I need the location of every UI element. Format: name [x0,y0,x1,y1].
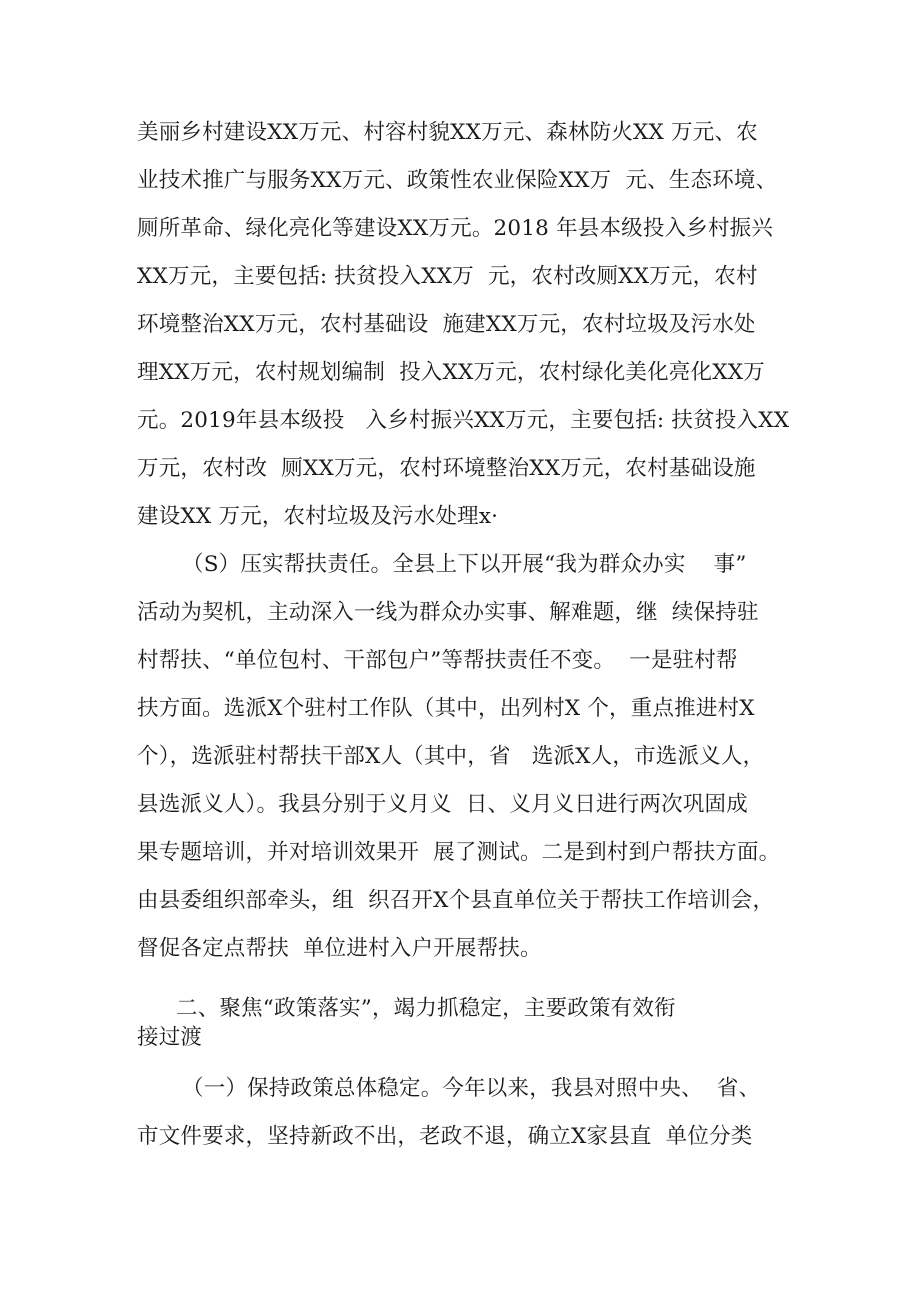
text-line: 活动为契机，主动深入一线为群众办实事、解难题，继 续保持驻 [137,600,759,625]
text-line: 督促各定点帮扶 单位进村入户开展帮扶。 [137,936,542,961]
text-line: XX万元，主要包括: 扶贫投入XX万 元，农村改厕XX万元，农村 [137,264,758,289]
heading-line: 二、聚焦“政策落实”，竭力抓稳定，主要政策有效衔 [176,996,676,1021]
text-line: 村帮扶、“单位包村、干部包户”等帮扶责任不变。 一是驻村帮 [137,648,738,673]
text-line: （S）压实帮扶责任。全县上下以开展“我为群众办实 事” [182,552,747,577]
text-line: 由县委组织部牵头，组 织召开X个县直单位关于帮扶工作培训会， [137,888,775,913]
text-line: 市文件要求，坚持新政不出，老政不退，确立X家县直 单位分类 [137,1124,753,1149]
text-line: 建设XX 万元，农村垃圾及污水处理x· [137,504,499,529]
text-line: 万元，农村改 厕XX万元，农村环境整治XX万元，农村基础设施 [137,456,756,481]
text-line: （一）保持政策总体稳定。今年以来，我县对照中央、 省、 [182,1076,761,1101]
text-line: 扶方面。选派X个驻村工作队（其中，出列村X 个，重点推进村X [137,696,755,721]
text-line: 厕所革命、绿化亮化等建设XX万元。2018 年县本级投入乡村振兴 [137,216,774,241]
text-line: 环境整治XX万元，农村基础设 施建XX万元，农村垃圾及污水处 [137,312,756,337]
text-line: 美丽乡村建设XX万元、村容村貌XX万元、森林防火XX 万元、农 [137,120,758,145]
text-line: 理XX万元，农村规划编制 投入XX万元，农村绿化美化亮化XX万 [137,360,765,385]
text-line: 果专题培训，并对培训效果开 展了测试。二是到村到户帮扶方面。 [137,840,781,865]
text-line: 县选派义人）。我县分别于义月义 日、义月义日进行两次巩固成 [137,792,748,817]
text-line: 元。2019年县本级投 入乡村振兴XX万元，主要包括: 扶贫投入XX [137,408,790,433]
text-line: 个），选派驻村帮扶干部X人（其中，省 选派X人，市选派义人， [137,744,765,769]
heading-line: 接过渡 [137,1025,203,1050]
text-line: 业技术推广与服务XX万元、政策性农业保险XX万 元、生态环境、 [137,168,778,193]
